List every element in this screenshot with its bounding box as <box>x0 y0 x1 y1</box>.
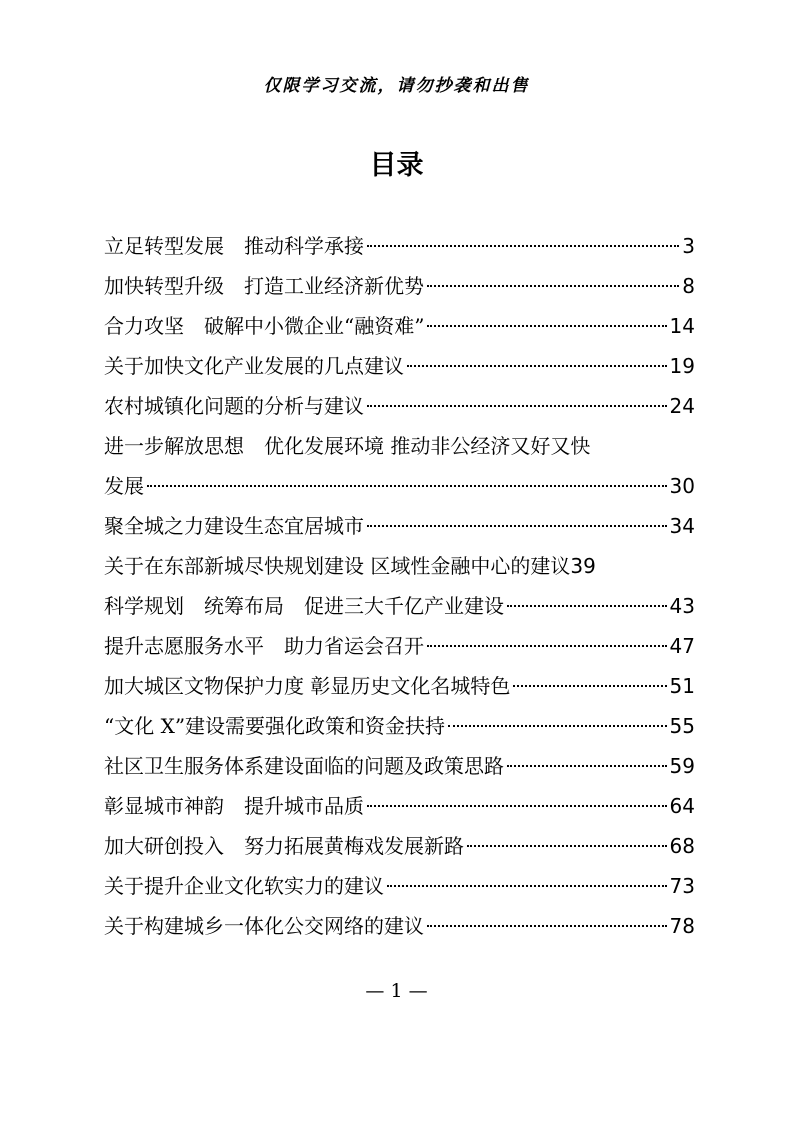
toc-entry-page: 73 <box>669 874 695 898</box>
toc-entry-page: 68 <box>669 834 695 858</box>
toc-entry-title: “文化 X”建设需要强化政策和资金扶持 <box>104 714 446 738</box>
dot-leader <box>427 285 679 287</box>
toc-entry[interactable] <box>104 706 695 746</box>
dot-leader <box>367 805 667 807</box>
toc-entry-page: 43 <box>669 594 695 618</box>
toc-entry[interactable] <box>104 266 695 306</box>
toc-entry-title: 加快转型升级 打造工业经济新优势 <box>104 274 424 298</box>
toc-entry-page: 47 <box>669 634 695 658</box>
toc-entry-title: 加大研创投入 努力拓展黄梅戏发展新路 <box>104 834 464 858</box>
toc-entry-title: 提升志愿服务水平 助力省运会召开 <box>104 634 424 658</box>
toc-entry-page: 19 <box>669 354 695 378</box>
toc-entry-page: 59 <box>669 754 695 778</box>
toc-entry-title: 彰显城市神韵 提升城市品质 <box>104 794 364 818</box>
toc-entry-title: 农村城镇化问题的分析与建议 <box>104 394 364 418</box>
dot-leader <box>427 645 667 647</box>
toc-entry-page: 3 <box>682 234 695 258</box>
dot-leader <box>427 925 667 927</box>
toc-entry-page: 8 <box>682 274 695 298</box>
dot-leader <box>507 605 667 607</box>
toc-entry-title: 合力攻坚 破解中小微企业“融资难” <box>104 314 425 338</box>
dot-leader <box>147 485 667 487</box>
toc-entry[interactable] <box>104 826 695 866</box>
toc-entry-page: 34 <box>669 514 695 538</box>
dot-leader <box>507 765 667 767</box>
toc-entry-page: 78 <box>669 914 695 938</box>
toc-entry[interactable] <box>104 386 695 426</box>
dot-leader <box>387 885 667 887</box>
toc-entry[interactable] <box>104 306 695 346</box>
toc-entry-page: 30 <box>669 474 695 498</box>
toc-entry-title: 关于构建城乡一体化公交网络的建议 <box>104 914 424 938</box>
page-number: — 1 — <box>365 980 428 1002</box>
toc-entry-title: 立足转型发展 推动科学承接 <box>104 234 364 258</box>
toc-entry-title: 聚全城之力建设生态宜居城市 <box>104 514 364 538</box>
dot-leader <box>513 685 666 687</box>
toc-entry[interactable] <box>104 666 695 706</box>
toc-entry-title: 社区卫生服务体系建设面临的问题及政策思路 <box>104 754 504 778</box>
toc-entry-page: 14 <box>669 314 695 338</box>
toc-entry[interactable] <box>104 626 695 666</box>
toc-entry-page: 39 <box>570 554 596 578</box>
toc-entry[interactable] <box>104 746 695 786</box>
toc-entry-title: 加大城区文物保护力度 彰显历史文化名城特色 <box>104 674 511 698</box>
toc-entry[interactable] <box>104 506 695 546</box>
dot-leader <box>427 325 666 327</box>
toc-entry-page: 64 <box>669 794 695 818</box>
toc-entry[interactable] <box>104 786 695 826</box>
table-of-contents <box>104 226 695 946</box>
toc-entry-title: 关于加快文化产业发展的几点建议 <box>104 354 404 378</box>
dot-leader <box>367 245 679 247</box>
toc-entry[interactable] <box>104 546 695 586</box>
dot-leader <box>407 365 667 367</box>
toc-entry[interactable] <box>104 906 695 946</box>
header-note: 仅限学习交流，请勿抄袭和出售 <box>263 76 530 96</box>
toc-entry[interactable] <box>104 426 695 506</box>
dot-leader <box>367 405 667 407</box>
toc-entry[interactable] <box>104 346 695 386</box>
toc-entry-title-line1: 进一步解放思想 优化发展环境 推动非公经济又好又快 <box>104 434 591 458</box>
toc-entry[interactable] <box>104 866 695 906</box>
dot-leader <box>467 845 667 847</box>
toc-entry[interactable] <box>104 226 695 266</box>
toc-entry-page: 55 <box>669 714 695 738</box>
toc-title: 目录 <box>369 150 424 181</box>
toc-entry-title: 关于提升企业文化软实力的建议 <box>104 874 384 898</box>
toc-entry-title: 关于在东部新城尽快规划建设 区域性金融中心的建议 <box>104 554 571 578</box>
dot-leader <box>367 525 667 527</box>
toc-entry[interactable] <box>104 586 695 626</box>
toc-entry-title-line2: 发展 <box>104 474 144 498</box>
toc-entry-page: 51 <box>669 674 695 698</box>
dot-leader <box>448 725 667 727</box>
toc-entry-title: 科学规划 统筹布局 促进三大千亿产业建设 <box>104 594 504 618</box>
toc-entry-page: 24 <box>669 394 695 418</box>
